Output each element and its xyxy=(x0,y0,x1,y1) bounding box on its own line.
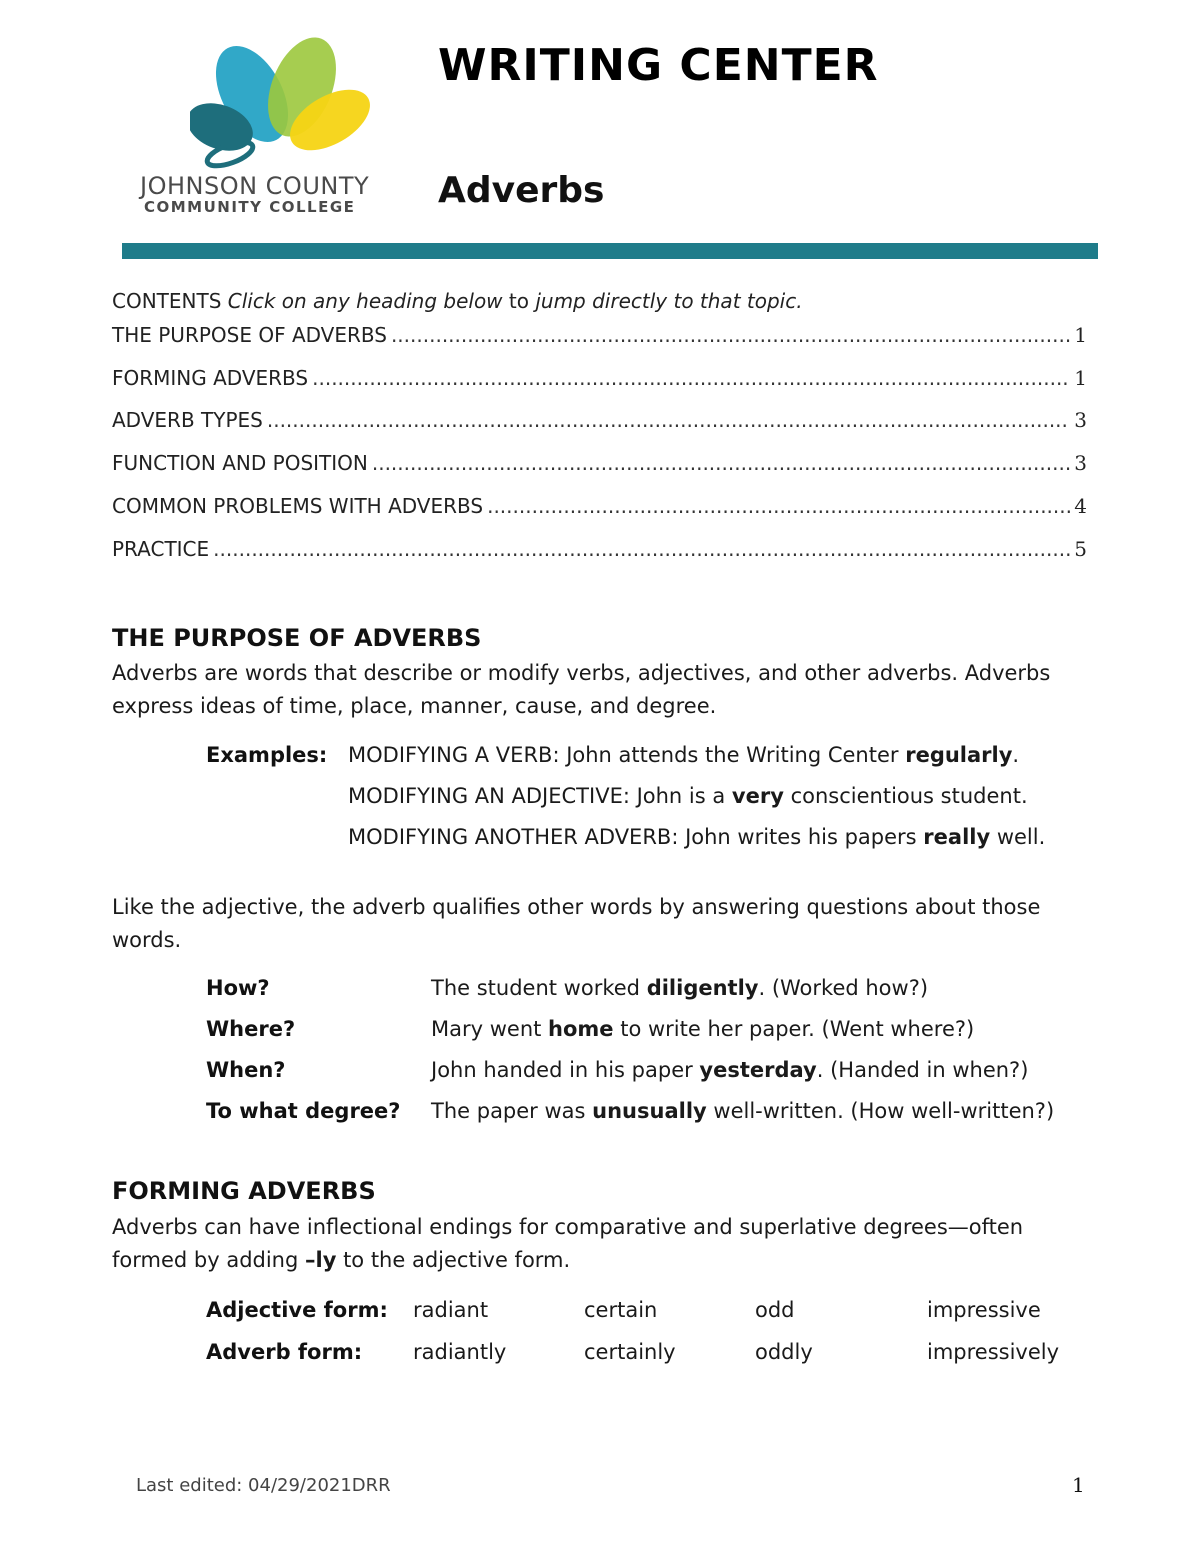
question-answer: John handed in his paper yesterday. (Handed in when?) xyxy=(431,1058,1029,1082)
toc-leader xyxy=(267,408,1070,432)
form-word: odd xyxy=(755,1298,795,1322)
logo-text-primary: JOHNSON COUNTY xyxy=(140,172,370,200)
toc-link-types[interactable] xyxy=(112,408,1087,436)
toc-item-label: ADVERB TYPES xyxy=(112,408,263,432)
toc-leader xyxy=(372,451,1070,475)
qualifies-paragraph: Like the adjective, the adverb qualifies other words by answering questions about those words. xyxy=(112,895,1041,952)
toc-leader xyxy=(391,323,1070,347)
toc-intro xyxy=(112,289,803,313)
example-item: MODIFYING A VERB: John attends the Writing Center regularly. xyxy=(348,743,1020,767)
form-row-label: Adverb form: xyxy=(206,1340,363,1364)
toc-label: CONTENTS xyxy=(112,289,222,313)
question-label: How? xyxy=(206,976,270,1000)
question-label: Where? xyxy=(206,1017,296,1041)
forming-intro: Adverbs can have inflectional endings for comparative and superlative degrees—often formed by adding –ly to the adjective form. xyxy=(112,1215,1024,1272)
toc-item-page: 1 xyxy=(1074,366,1087,390)
question-answer: The paper was unusually well-written. (How well-written?) xyxy=(431,1099,1055,1123)
page-title: Adverbs xyxy=(438,170,605,211)
form-word: oddly xyxy=(755,1340,813,1364)
form-word: impressive xyxy=(927,1298,1041,1322)
form-row-label: Adjective form: xyxy=(206,1298,388,1322)
toc-item-page: 1 xyxy=(1074,323,1087,347)
college-logo xyxy=(140,32,410,222)
header-divider xyxy=(122,243,1098,259)
form-word: radiant xyxy=(413,1298,489,1322)
section-heading-forming: FORMING ADVERBS xyxy=(112,1177,376,1205)
leaf-logo-icon xyxy=(190,32,370,172)
toc-instruction-part2: to xyxy=(502,289,536,313)
question-label: When? xyxy=(206,1058,286,1082)
form-word: certain xyxy=(584,1298,658,1322)
toc-link-forming[interactable] xyxy=(112,366,1087,394)
logo-text-secondary: COMMUNITY COLLEGE xyxy=(144,198,356,216)
toc-item-page: 3 xyxy=(1074,408,1087,432)
toc-item-page: 3 xyxy=(1074,451,1087,475)
question-answer: The student worked diligently. (Worked how?) xyxy=(431,976,929,1000)
toc-leader xyxy=(487,494,1070,518)
example-item: MODIFYING AN ADJECTIVE: John is a very conscientious student. xyxy=(348,784,1028,808)
toc-link-purpose[interactable] xyxy=(112,323,1087,351)
toc-leader xyxy=(312,366,1070,390)
toc-leader xyxy=(213,537,1070,561)
header-title: WRITING CENTER xyxy=(438,40,879,91)
toc-link-function[interactable] xyxy=(112,451,1087,479)
toc-item-label: PRACTICE xyxy=(112,537,210,561)
toc-item-label: COMMON PROBLEMS WITH ADVERBS xyxy=(112,494,484,518)
toc-instruction-part1: Click on any heading below xyxy=(227,289,503,313)
toc-item-page: 4 xyxy=(1074,494,1087,518)
question-label: To what degree? xyxy=(206,1099,401,1123)
toc-item-label: FORMING ADVERBS xyxy=(112,366,309,390)
toc-instruction-part3: jump directly to that topic. xyxy=(535,289,803,313)
question-answer: Mary went home to write her paper. (Went where?) xyxy=(431,1017,975,1041)
form-word: impressively xyxy=(927,1340,1060,1364)
toc-link-problems[interactable] xyxy=(112,494,1087,522)
footer-last-edited: Last edited: 04/29/2021DRR xyxy=(136,1475,391,1496)
toc-item-page: 5 xyxy=(1074,537,1087,561)
toc-item-label: THE PURPOSE OF ADVERBS xyxy=(112,323,387,347)
example-item: MODIFYING ANOTHER ADVERB: John writes his papers really well. xyxy=(348,825,1046,849)
form-word: radiantly xyxy=(413,1340,507,1364)
section-heading-purpose: THE PURPOSE OF ADVERBS xyxy=(112,624,482,652)
purpose-intro: Adverbs are words that describe or modify verbs, adjectives, and other adverbs. Adverbs express ideas of time, place, manner, cause, and degree. xyxy=(112,661,1051,718)
page-number: 1 xyxy=(1072,1473,1085,1497)
toc-link-practice[interactable] xyxy=(112,537,1087,565)
examples-label: Examples: xyxy=(206,743,328,767)
form-word: certainly xyxy=(584,1340,676,1364)
toc-item-label: FUNCTION AND POSITION xyxy=(112,451,368,475)
